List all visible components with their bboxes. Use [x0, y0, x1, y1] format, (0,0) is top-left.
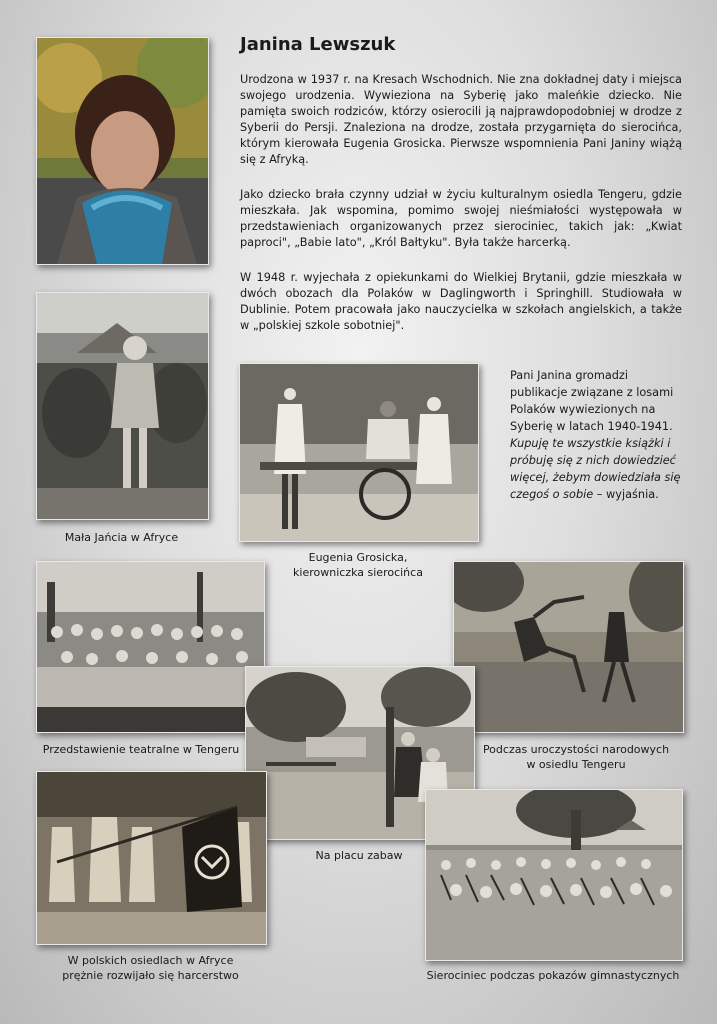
caption-national — [470, 742, 682, 772]
sidebar-note — [510, 367, 685, 503]
caption-grosicka-line-1: Eugenia Grosicka, — [308, 551, 408, 564]
person-name: Janina Lewszuk — [240, 34, 396, 55]
caption-grosicka — [239, 550, 477, 580]
caption-scouts — [36, 953, 265, 983]
sidebar-quote-suffix: – wyjaśnia. — [593, 488, 659, 501]
caption-scouts-line-2: prężnie rozwijało się harcerstwo — [62, 969, 239, 982]
sidebar-text: Pani Janina gromadzi publikacje związane z losami Polaków wywiezionych na Syberię w latach 1940-1941. — [510, 369, 674, 433]
caption-national-line-2: w osiedlu Tengeru — [526, 758, 626, 771]
caption-child: Mała Jańcia w Afryce — [64, 531, 179, 544]
theatre-photo — [36, 561, 265, 733]
scouts-photo — [36, 771, 267, 945]
portrait-photo — [36, 37, 209, 265]
caption-national-line-1: Podczas uroczystości narodowych — [482, 743, 670, 756]
sidebar-quote: Kupuję te wszystkie książki i próbuję się z nich dowiedzieć więcej, żebym dowiedziała się czegoś o sobie — [510, 437, 681, 501]
bio-paragraph-2: Jako dziecko brała czynny udział w życiu kulturalnym osiedla Tengeru, gdzie mieszkała. Jak wspomina, pomimo swojej nieśmiałości występowała w przedstawieniach organizowanych przez sierociniec, takich jak: „Kwiat paproci", „Babie lato", „Król Bałtyku". Była także harcerką. — [240, 188, 682, 249]
grosicka-cart-photo — [239, 363, 479, 542]
caption-grosicka-line-2: kierowniczka sierocińca — [293, 566, 423, 579]
gymnastics-photo — [425, 789, 683, 961]
caption-theatre: Przedstawienie teatralne w Tengeru — [42, 743, 240, 756]
caption-playground: Na placu zabaw — [315, 849, 403, 862]
caption-scouts-line-1: W polskich osiedlach w Afryce — [67, 954, 234, 967]
national-celebrations-photo — [453, 561, 684, 733]
bio-paragraph-3: W 1948 r. wyjechała z opiekunkami do Wielkiej Brytanii, gdzie mieszkała w dwóch obozach dla Polaków w Daglingworth i Springhill. Studiowała w Dublinie. Potem pracowała jako nauczycielka w szkołach angielskich, a także w „polskiej szkole sobotniej". — [240, 271, 682, 332]
caption-gymnastics: Sierociniec podczas pokazów gimnastycznych — [426, 969, 680, 982]
bio-paragraph-1: Urodzona w 1937 r. na Kresach Wschodnich. Nie zna dokładnej daty i miejsca swojego urodzenia. Wywieziona na Syberię jako maleńkie dziecko. Nie pamięta swoich rodziców, którzy osierocili ją najprawdopodobniej w drodze z Syberii do Persji. Znaleziona na drodze, została przygarnięta do sierocińca, którym kierowała Eugenia Grosicka. Pierwsze wspomnienia Pani Janiny wiążą się z Afryką. — [240, 73, 682, 166]
child-photo — [36, 292, 209, 520]
